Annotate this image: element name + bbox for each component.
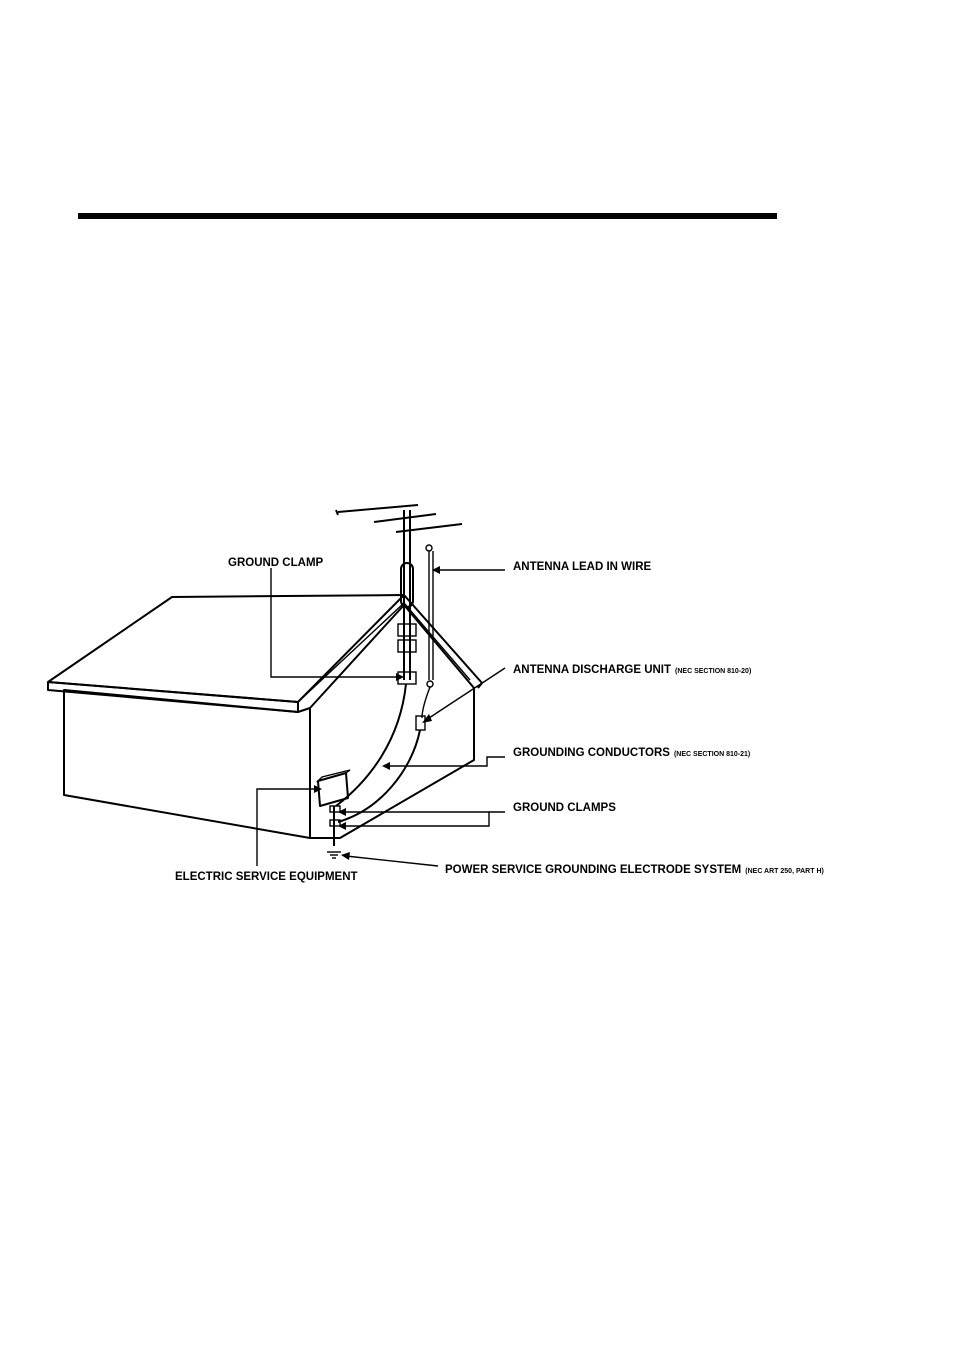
antenna — [318, 505, 462, 858]
leader-lines — [257, 566, 505, 866]
label-ground-clamp: GROUND CLAMP — [228, 557, 324, 569]
side-wall — [64, 690, 310, 838]
label-grounding-conductors: GROUNDING CONDUCTORS (NEC SECTION 810-21) — [513, 747, 751, 759]
label-ground-clamps: GROUND CLAMPS — [513, 802, 616, 814]
label-antenna-lead-in-wire: ANTENNA LEAD IN WIRE — [513, 561, 652, 573]
label-power-service-grounding: POWER SERVICE GROUNDING ELECTRODE SYSTEM (NEC ART 250, PART H) — [445, 864, 824, 876]
gable-wall — [310, 605, 474, 838]
label-electric-service-equipment: ELECTRIC SERVICE EQUIPMENT — [175, 871, 358, 883]
label-antenna-discharge-unit: ANTENNA DISCHARGE UNIT (NEC SECTION 810-20) — [513, 664, 752, 676]
